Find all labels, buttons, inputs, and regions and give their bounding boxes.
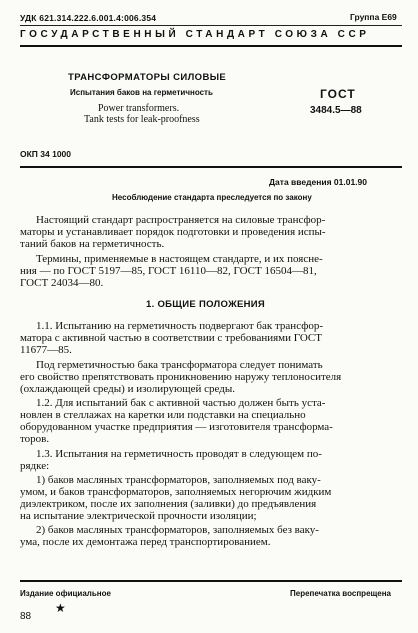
- intro-line: ГОСТ 24034—80.: [20, 277, 104, 289]
- intro-line: таний баков на герметичность.: [20, 238, 165, 250]
- intro-line: Настоящий стандарт распространяется на силовые трансфор-: [36, 214, 326, 226]
- body-line: новлен в стеллажах на каретки или подставки на специально: [20, 409, 306, 421]
- body-line: 1.3. Испытания на герметичность проводят в следующем по-: [36, 448, 322, 460]
- body-line: его свойство препятствовать проникновению наружу теплоносителя: [20, 371, 342, 383]
- document-title: ТРАНСФОРМАТОРЫ СИЛОВЫЕ: [68, 72, 227, 83]
- body-line: (охлаждающей среды) и изолирующей среды.: [20, 383, 236, 395]
- body-line: умом, и баков трансформаторов, заполняемых негорючим жидким: [20, 486, 332, 498]
- reprint-notice: Перепечатка воспрещена: [290, 589, 391, 598]
- body-line: Под герметичностью бака трансформатора следует понимать: [36, 359, 323, 371]
- star-icon: ★: [55, 601, 66, 615]
- body-line: ума, после их демонтажа перед транспортированием.: [20, 536, 271, 548]
- okp-code: ОКП 34 1000: [20, 149, 71, 159]
- section-heading: 1. ОБЩИЕ ПОЛОЖЕНИЯ: [146, 299, 266, 310]
- page-number: 88: [20, 611, 32, 622]
- body-line: на испытание электрической прочности изоляции;: [20, 510, 257, 522]
- body-line: 1) баков масляных трансформаторов, заполняемых под ваку-: [36, 474, 321, 486]
- udk-code: УДК 621.314.222.6.001.4:006.354: [20, 13, 157, 23]
- body-line: диэлектриком, после их заполнения (заливки) до предъявления: [20, 498, 317, 510]
- header-divider-top: [20, 25, 402, 26]
- intro-line: ния — по ГОСТ 5197—85, ГОСТ 16110—82, ГОСТ 16504—81,: [20, 265, 317, 277]
- intro-line: Термины, применяемые в настоящем стандарте, и их поясне-: [36, 253, 323, 265]
- state-standard-line: ГОСУДАРСТВЕННЫЙ СТАНДАРТ СОЮЗА ССР: [20, 29, 370, 40]
- introduction-date: Дата введения 01.01.90: [269, 177, 367, 187]
- body-line: торов.: [20, 433, 50, 445]
- body-line: оборудованном участке предприятия — изготовителя трансформа-: [20, 421, 333, 433]
- footer-divider: [20, 580, 402, 582]
- gost-number: 3484.5—88: [310, 105, 362, 116]
- intro-line: маторы и устанавливает порядок подготовки и проведения испы-: [20, 226, 326, 238]
- okp-divider: [20, 166, 402, 168]
- violation-notice: Несоблюдение стандарта преследуется по закону: [112, 193, 312, 202]
- body-line: рядке:: [20, 460, 50, 472]
- group-code: Группа Е69: [350, 12, 397, 22]
- english-title-line-2: Tank tests for leak-proofness: [84, 114, 200, 125]
- document-subtitle: Испытания баков на герметичность: [70, 88, 213, 97]
- body-line: 1.1. Испытанию на герметичность подвергают бак трансфор-: [36, 320, 323, 332]
- body-line: 11677—85.: [20, 344, 72, 356]
- body-line: 1.2. Для испытаний бак с активной частью должен быть уста-: [36, 397, 326, 409]
- header-divider-bottom: [20, 45, 402, 47]
- body-line: матора с активной частью в соответствии с требованиями ГОСТ: [20, 332, 322, 344]
- edition-label: Издание официальное: [20, 589, 111, 598]
- gost-label: ГОСТ: [320, 87, 356, 101]
- body-line: 2) баков масляных трансформаторов, заполняемых без ваку-: [36, 524, 319, 536]
- english-title-line-1: Power transformers.: [98, 103, 180, 114]
